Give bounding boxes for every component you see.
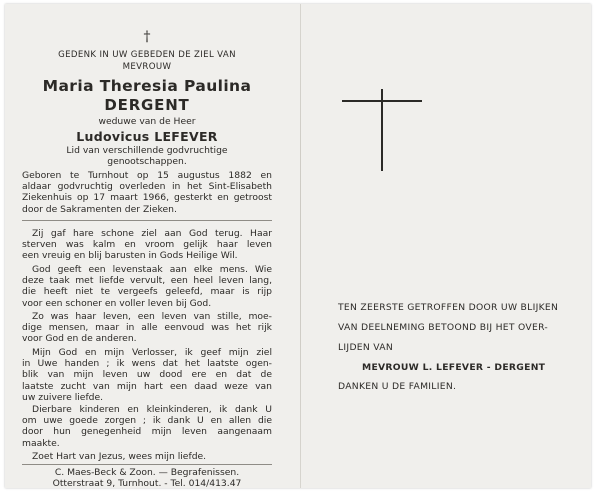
- text-line: Zij gaf hare schone ziel aan God terug. Haar: [32, 228, 272, 239]
- printer-line-1: C. Maes-Beck & Zoon. — Begrafenissen.: [54, 467, 240, 478]
- right-panel: [305, 0, 591, 491]
- thanks-line-3: LIJDEN VAN: [338, 342, 394, 353]
- paragraph-5: [22, 404, 272, 449]
- text-line: een vreuig en blij barusten in Gods Heilige Wil.: [22, 250, 238, 262]
- closing-line: DANKEN U DE FAMILIEN.: [338, 381, 457, 392]
- membership-line-1: Lid van verschillende godvruchtige: [66, 145, 228, 156]
- husband-last-name: LEFEVER: [154, 129, 218, 144]
- deceased-surname: DERGENT: [104, 96, 190, 114]
- text-line: God geeft een levenstaak aan elke mens. Wie: [32, 264, 272, 275]
- text-line: Zoet Hart van Jezus, wees mijn liefde.: [32, 451, 207, 462]
- birth-line: door de Sakramenten der Zieken.: [22, 203, 177, 215]
- text-line: voor God en de anderen.: [22, 333, 137, 345]
- text-line: uw zuivere liefde.: [22, 391, 104, 403]
- text-line: Zo was haar leven, een leven van stille, moe-: [32, 311, 272, 322]
- text-line: Mijn God en mijn Verlosser, ik geef mijn ziel: [32, 347, 272, 358]
- text-line: dige mensen, maar in alle eenvoud was het rijk: [22, 322, 272, 334]
- birth-death-paragraph: [22, 170, 272, 215]
- paragraph-2: [22, 264, 272, 309]
- printer-line-2: Otterstraat 9, Turnhout. - Tel. 014/413.47: [52, 478, 242, 489]
- paragraph-1: [22, 228, 272, 262]
- paragraph-4: [22, 347, 272, 403]
- header-line-2: MEVROUW: [122, 62, 172, 72]
- left-panel: [22, 0, 272, 491]
- text-line: maakte.: [22, 437, 60, 449]
- divider-top: [22, 220, 272, 221]
- thanks-line-2: VAN DEELNEMING BETOOND BIJ HET OVER-: [338, 322, 549, 333]
- birth-line: aldaar godvruchtig overleden in het Sint-Elisabeth: [22, 181, 272, 193]
- text-line: die heeft niet te vergeefs geleefd, maar is rijp: [22, 286, 272, 298]
- header-line-1: GEDENK IN UW GEBEDEN DE ZIEL VAN: [58, 50, 236, 60]
- text-line: sterven was kalm en vroom gelijk haar leven: [22, 239, 272, 251]
- small-cross-icon: †: [143, 29, 151, 45]
- text-line: voor een schoner en voller leven bij God.: [22, 297, 212, 309]
- text-line: blik van mijn leven uw dood ere en dat de: [22, 369, 272, 381]
- husband-name: [22, 129, 272, 144]
- widow-of-line: weduwe van de Heer: [98, 116, 196, 127]
- family-name: MEVROUW L. LEFEVER - DERGENT: [362, 362, 546, 373]
- birth-line: Geboren te Turnhout op 15 augustus 1882 en: [22, 170, 272, 181]
- birth-line: Ziekenhuis op 17 maart 1966, gesterkt en getroost: [22, 192, 272, 204]
- deceased-name: Maria Theresia Paulina: [42, 77, 252, 95]
- text-line: door hun genegenheid mijn leven aangenaam: [22, 426, 272, 438]
- thanks-line-1: TEN ZEERSTE GETROFFEN DOOR UW BLIJKEN: [338, 302, 559, 313]
- paragraph-3: [22, 311, 272, 345]
- paragraph-6: [32, 451, 272, 462]
- divider-bottom: [22, 464, 272, 465]
- text-line: in Uwe handen ; ik wens dat het laatste ogen-: [22, 358, 272, 370]
- card-fold-line: [300, 4, 301, 488]
- text-line: Dierbare kinderen en kleinkinderen, ik dank U: [32, 404, 272, 415]
- text-line: deze taak met liefde vervult, een heel leven lang,: [22, 275, 272, 287]
- text-line: laatste zucht van mijn hart een daad weze van: [22, 380, 272, 392]
- husband-first-name: Ludovicus: [76, 129, 150, 144]
- text-line: om uwe goede zorgen ; ik dank U en allen die: [22, 415, 272, 427]
- membership-line-2: genootschappen.: [107, 156, 187, 167]
